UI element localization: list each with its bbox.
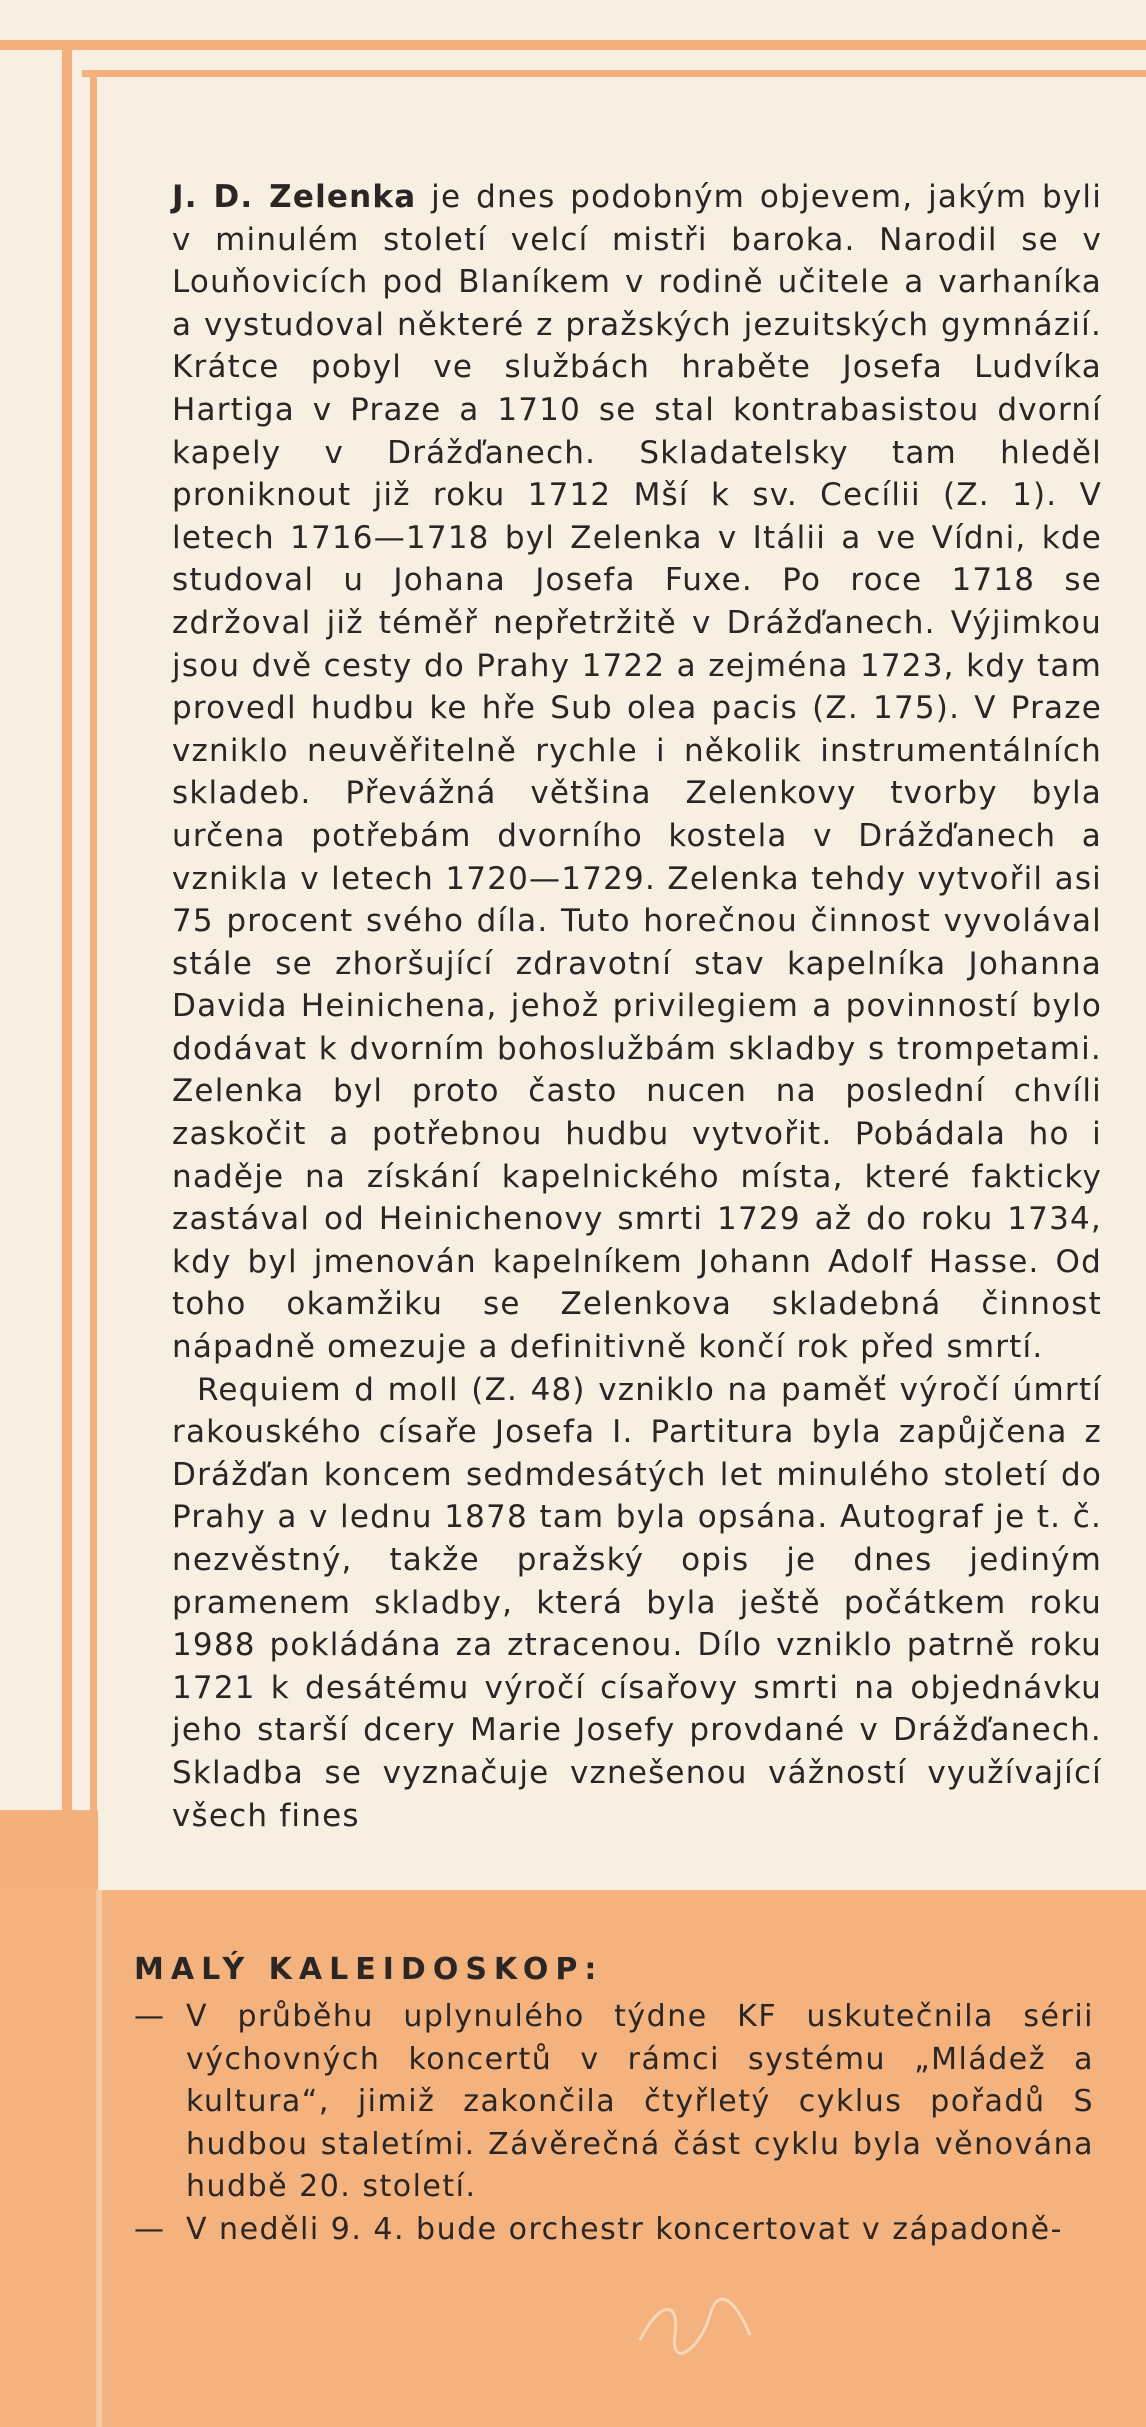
article-body <box>172 176 1102 1837</box>
kaleidoskop-list <box>134 1996 1094 2251</box>
paragraph-2-text: Requiem d moll (Z. 48) vzniklo na paměť výročí úmrtí rakouského císaře Josefa I. Partitura byla zapůjčena z Drážďan koncem sedmdesátých let minulého století do Prahy a v lednu 1878 tam byla opsána. Autograf je t. č. nezvěstný, takže pražský opis je dnes jediným pramenem skladby, která byla ještě počátkem roku 1988 pokládána za ztracenou. Dílo vzniklo patrně roku 1721 k desátému výročí císařovy smrti na objednávku jeho starší dcery Marie Josefy provdané v Drážďanech. Skladba se vyznačuje vznešenou vážností využívající všech fines <box>172 1371 1102 1834</box>
article-paragraph-2 <box>172 1369 1102 1838</box>
list-item <box>134 2209 1094 2252</box>
article-paragraph-1 <box>172 176 1102 1369</box>
flourish-watermark-icon <box>630 2290 760 2360</box>
frame-left-inner-rule <box>90 70 97 1890</box>
composer-name: J. D. Zelenka <box>172 179 417 215</box>
frame-left-outer-rule <box>62 40 72 1890</box>
list-item-text: V neděli 9. 4. bude orchestr koncertovat v západoně- <box>186 2211 1063 2247</box>
list-dash: — <box>134 1999 166 2034</box>
list-item-text: V průběhu uplynulého týdne KF uskutečnila sérii výchovných koncertů v rámci systému „Mládež a kultura“, jimiž zakončila čtyřletý cyklus pořadů S hudbou staletími. Závěrečná část cyklu byla věnována hudbě 20. století. <box>186 1999 1094 2204</box>
list-dash: — <box>134 2211 166 2247</box>
kaleidoskop-light-stripe <box>96 1890 102 2427</box>
kaleidoskop-heading: MALÝ KALEIDOSKOP: <box>134 1952 604 1987</box>
frame-top-outer-rule <box>0 40 1146 50</box>
frame-top-inner-rule <box>82 70 1146 77</box>
frame-corner-block <box>0 1810 98 1890</box>
list-item <box>134 1996 1094 2209</box>
paragraph-1-text: je dnes podobným objevem, jakým byli v minulém století velcí mistři baroka. Narodil se v Louňovicích pod Blaníkem v rodině učitele a varhaníka a vystudoval některé z pražských jezuitských gymnázií. Krátce pobyl ve službách hraběte Josefa Ludvíka Hartiga v Praze a 1710 se stal kontrabasistou dvorní kapely v Drážďanech. Skladatelsky tam hleděl proniknout již roku 1712 Mší k sv. Cecílii (Z. 1). V letech 1716—1718 byl Zelenka v Itálii a ve Vídni, kde studoval u Johana Josefa Fuxe. Po roce 1718 se zdržoval již téměř nepřetržitě v Drážďanech. Výjimkou jsou dvě cesty do Prahy 1722 a zejména 1723, kdy tam provedl hudbu ke hře Sub olea pacis (Z. 175). V Praze vzniklo neuvěřitelně rychle i několik instrumentálních skladeb. Převážná většina Zelenkovy tvorby byla určena potřebám dvorního kostela v Drážďanech a vznikla v letech 1720—1729. Zelenka tehdy vytvořil asi 75 procent svého díla. Tuto horečnou činnost vyvolával stále se zhoršující zdravotní stav kapelníka Johanna Davida Heinichena, jehož privilegiem a povinností bylo dodávat k dvorním bohoslužbám skladby s trompetami. Zelenka byl proto často nucen na poslední chvíli zaskočit a potřebnou hudbu vytvořit. Pobádala ho i naděje na získání kapelnického místa, které fakticky zastával od Heinichenovy smrti 1729 až do roku 1734, kdy byl jmenován kapelníkem Johann Adolf Hasse. Od toho okamžiku se Zelenkova skladebná činnost nápadně omezuje a definitivně končí rok před smrtí. <box>172 179 1103 1366</box>
